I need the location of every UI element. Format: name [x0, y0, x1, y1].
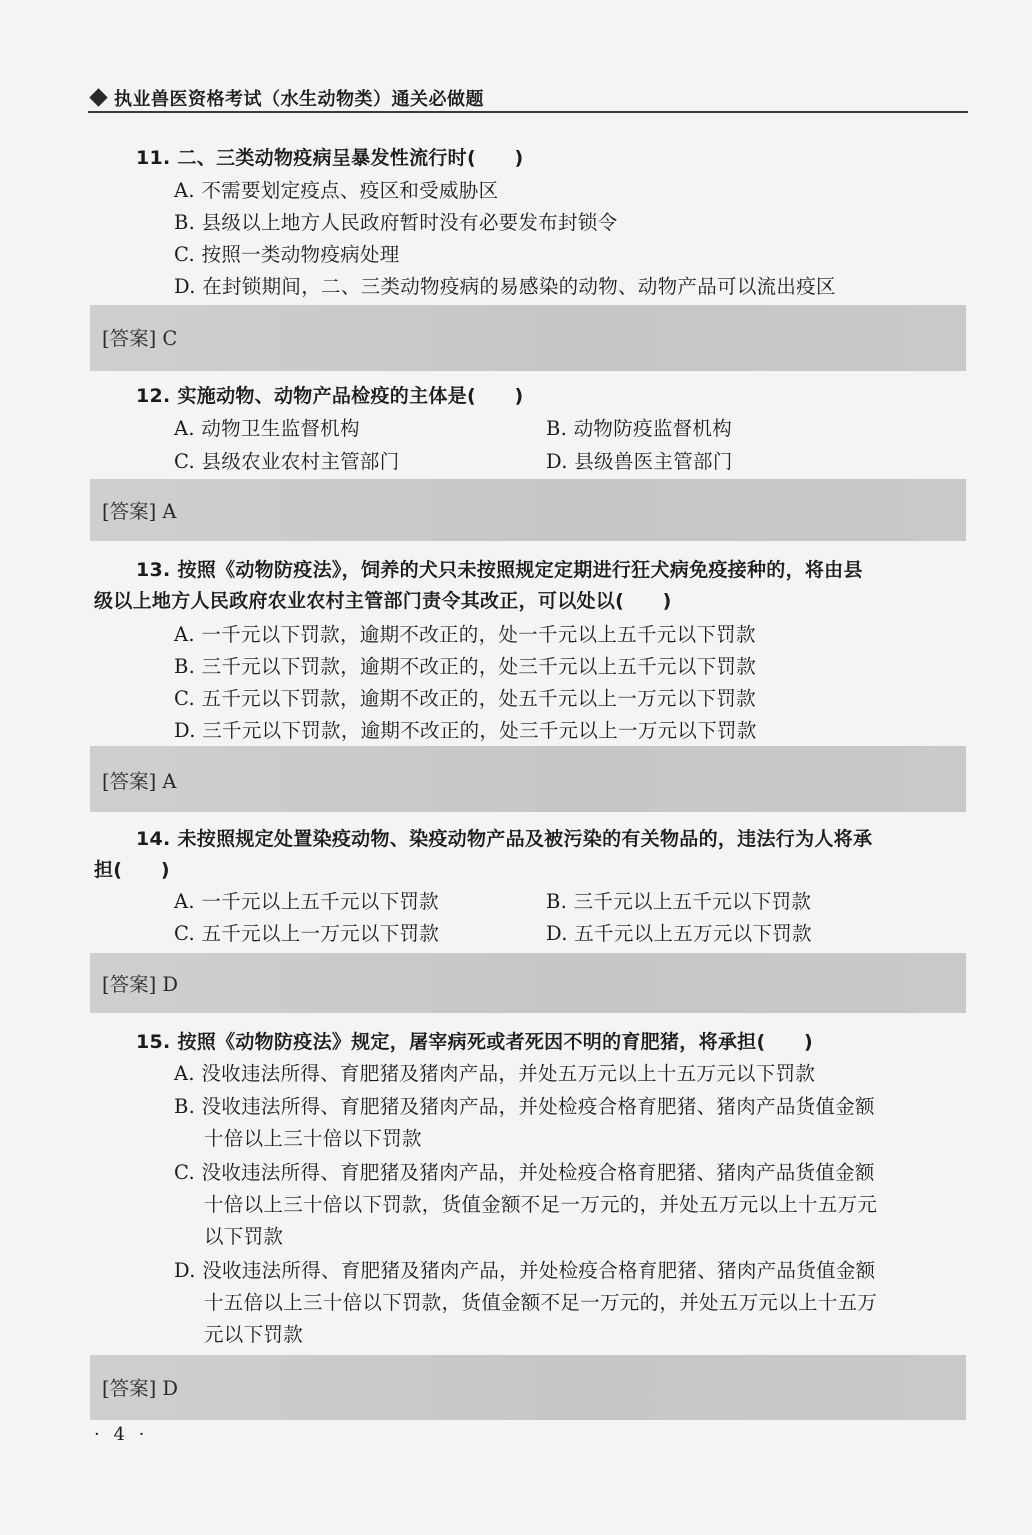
option-d: D. 县级兽医主管部门	[546, 450, 733, 473]
option-a: A. 一千元以下罚款，逾期不改正的，处一千元以上五千元以下罚款	[174, 623, 756, 646]
header-title: 执业兽医资格考试（水生动物类）通关必做题	[114, 89, 484, 110]
answer-text: [答案] D	[102, 1377, 179, 1400]
option-c-continuation: 十倍以上三十倍以下罚款，货值金额不足一万元的，并处五万元以上十五万元	[204, 1193, 878, 1216]
answer-box	[90, 479, 966, 541]
answer-text: [答案] D	[102, 973, 179, 996]
answer-box	[90, 746, 966, 812]
option-c: C. 按照一类动物疫病处理	[174, 243, 400, 266]
option-d: D. 没收违法所得、育肥猪及猪肉产品，并处检疫合格育肥猪、猪肉产品货值金额	[174, 1259, 876, 1282]
option-a: A. 没收违法所得、育肥猪及猪肉产品，并处五万元以上十五万元以下罚款	[174, 1062, 816, 1085]
answer-text: [答案] C	[102, 327, 178, 350]
question-stem: 12. 实施动物、动物产品检疫的主体是( )	[136, 385, 524, 407]
question-stem-line: 担( )	[94, 859, 170, 881]
option-b: B. 动物防疫监督机构	[546, 417, 733, 440]
running-header	[88, 84, 968, 114]
option-b-continuation: 十倍以上三十倍以下罚款	[204, 1127, 422, 1150]
answer-box	[90, 953, 966, 1013]
option-c: C. 县级农业农村主管部门	[174, 450, 400, 473]
option-d: D. 三千元以下罚款，逾期不改正的，处三千元以上一万元以下罚款	[174, 719, 757, 742]
option-c: C. 没收违法所得、育肥猪及猪肉产品，并处检疫合格育肥猪、猪肉产品货值金额	[174, 1161, 875, 1184]
option-b: B. 没收违法所得、育肥猪及猪肉产品，并处检疫合格育肥猪、猪肉产品货值金额	[174, 1095, 875, 1118]
option-c: C. 五千元以下罚款，逾期不改正的，处五千元以上一万元以下罚款	[174, 687, 756, 710]
option-a: A. 不需要划定疫点、疫区和受威胁区	[174, 179, 499, 202]
option-c: C. 五千元以上一万元以下罚款	[174, 922, 440, 945]
option-d: D. 在封锁期间，二、三类动物疫病的易感染的动物、动物产品可以流出疫区	[174, 275, 836, 298]
option-c-continuation: 以下罚款	[204, 1225, 284, 1248]
header-rule	[88, 111, 968, 113]
answer-box	[90, 305, 966, 371]
option-d: D. 五千元以上五万元以下罚款	[546, 922, 812, 945]
answer-text: [答案] A	[102, 770, 177, 793]
answer-text: [答案] A	[102, 500, 177, 523]
answer-box	[90, 1355, 966, 1420]
option-a: A. 动物卫生监督机构	[174, 417, 360, 440]
diamond-icon	[89, 88, 107, 106]
question-stem-line: 级以上地方人民政府农业农村主管部门责令其改正，可以处以( )	[94, 590, 672, 612]
option-a: A. 一千元以上五千元以下罚款	[174, 890, 439, 913]
question-stem-line: 14. 未按照规定处置染疫动物、染疫动物产品及被污染的有关物品的，违法行为人将承	[136, 828, 873, 850]
question-stem: 15. 按照《动物防疫法》规定，屠宰病死或者死因不明的育肥猪，将承担( )	[136, 1031, 814, 1053]
page-number: · 4 ·	[94, 1424, 149, 1445]
question-stem: 11. 二、三类动物疫病呈暴发性流行时( )	[136, 147, 524, 169]
option-d-continuation: 元以下罚款	[204, 1323, 304, 1346]
option-b: B. 三千元以下罚款，逾期不改正的，处三千元以上五千元以下罚款	[174, 655, 757, 678]
option-d-continuation: 十五倍以上三十倍以下罚款，货值金额不足一万元的，并处五万元以上十五万	[204, 1291, 878, 1314]
question-stem-line: 13. 按照《动物防疫法》，饲养的犬只未按照规定定期进行狂犬病免疫接种的，将由县	[136, 559, 863, 581]
option-b: B. 县级以上地方人民政府暂时没有必要发布封锁令	[174, 211, 618, 234]
option-b: B. 三千元以上五千元以下罚款	[546, 890, 812, 913]
